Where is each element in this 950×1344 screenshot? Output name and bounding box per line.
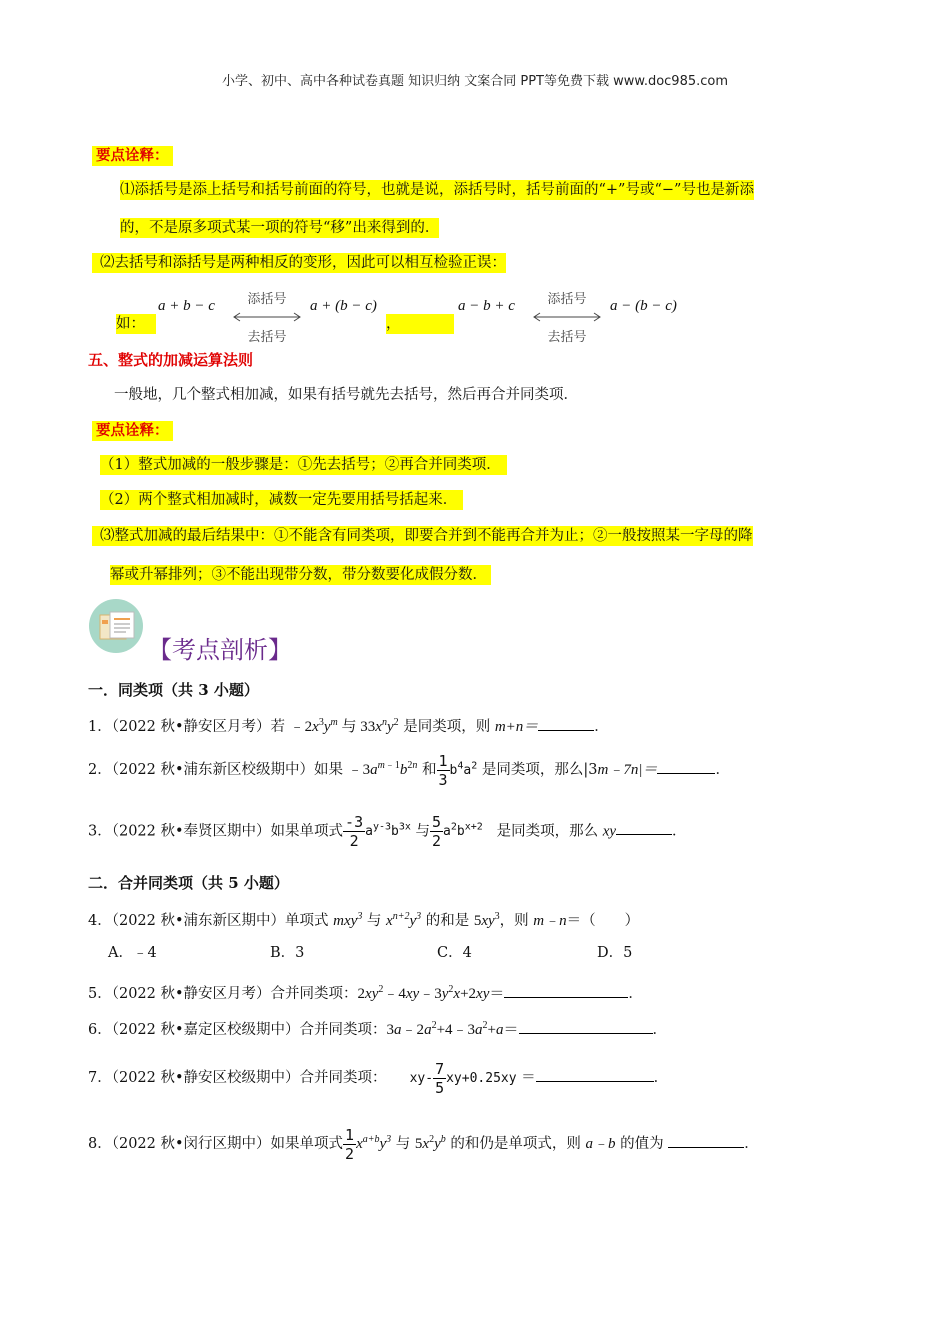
question-1: 1．（2022 秋•静安区月考）若 $﹣2x^3y^m$ 与 $33x^ny^2$ 是同类项，则 m+n＝ ． [88, 717, 609, 735]
page-header: 小学、初中、高中各种试卷真题 知识归纳 文案合同 PPT等免费下载 www.doc985.com [221, 74, 729, 89]
fraction-seven-fifths: $\frac{7}{5}$ [435, 1059, 445, 1097]
answer-blank-7[interactable] [536, 1067, 654, 1082]
right-arrow-group [532, 288, 602, 345]
document-icon [88, 598, 144, 654]
part-2-title: 二．合并同类项（共 5 小题） [88, 874, 289, 892]
option-d[interactable]: D．5 [597, 945, 633, 961]
left-expression: a + b − c [158, 298, 215, 314]
section-5-body: 一般地，几个整式相加减，如果有括号就先去括号，然后再合并同类项． [114, 387, 578, 403]
question-6: 6．（2022 秋•嘉定区校级期中）合并同类项：$3a﹣2a^2+4﹣3a^2+a=$ ． [88, 1020, 668, 1038]
question-5: 5．（2022 秋•静安区月考）合并同类项：$2xy^2﹣4xy﹣3y^2x+2xy=$ ． [88, 984, 643, 1002]
note-title-2: 要点诠释： [92, 421, 173, 441]
remove-bracket-label: 去括号 [547, 330, 587, 345]
add-bracket-label: 添括号 [547, 292, 587, 307]
fraction-one-half: $\frac{1}{2}$ [345, 1125, 355, 1163]
fraction-five-halves: $\frac{5}{2}$ [431, 812, 442, 850]
double-arrow-icon [232, 312, 302, 322]
left-arrow-group [232, 288, 302, 345]
part-1-title: 一．同类项（共 3 小题） [88, 681, 259, 699]
answer-blank-5[interactable] [504, 983, 628, 998]
note-step-1: （1）整式加减的一般步骤是：①先去括号；②再合并同类项． [100, 455, 507, 475]
note-paragraph-2: ⑵去括号和添括号是两种相反的变形，因此可以相互检验正误： [92, 253, 506, 273]
question-3: 3．（2022 秋•奉贤区期中）如果单项式 $\frac{-3}{2}$ $a^{y-3}b^{3x}$ 与 $\frac{5}{2}$ $a^2b^{x+2}$ 是同类项，那么 xy ． [88, 812, 687, 850]
note-paragraph-1b: 的，不是原多项式某一项的符号“移”出来得到的． [120, 220, 440, 236]
right-result: a − (b − c) [610, 298, 677, 314]
right-expression: a − b + c [458, 298, 515, 314]
answer-blank-8[interactable] [668, 1133, 744, 1148]
option-b[interactable]: B．3 [270, 945, 305, 961]
note-step-2: （2）两个整式相加减时，减数一定先要用括号括起来． [100, 490, 463, 510]
fraction-neg-three-halves: $\frac{-3}{2}$ [345, 812, 364, 850]
answer-blank-2[interactable] [657, 759, 715, 774]
answer-blank-6[interactable] [519, 1019, 653, 1034]
option-a[interactable]: A．﹣4 [108, 945, 157, 961]
question-4: 4．（2022 秋•浦东新区期中）单项式 mxy$^3$ 与 $x^{n+2}y^3$ 的和是 $5xy^3$，则 m﹣n＝（ ） [88, 911, 640, 929]
question-7: 7．（2022 秋•静安区校级期中）合并同类项： xy- $\frac{7}{5}$ xy+0.25xy ＝ ． [88, 1059, 669, 1097]
note-paragraph-1a: ⑴添括号是添上括号和括号前面的符号，也就是说，添括号时，括号前面的“+”号或“−”号也是新添 [120, 182, 754, 198]
question-8: 8．（2022 秋•闵行区期中）如果单项式 $\frac{1}{2}$ $x^{a+b}y^3$ 与 $5x^2y^b$ 的和仍是单项式，则 a﹣b 的值为 ． [88, 1125, 759, 1163]
fraction-one-third: $\frac{1}{3}$ [438, 751, 448, 789]
kaodian-title: 【考点剖析】 [148, 636, 292, 664]
example-label: 如： [116, 314, 156, 334]
note-title: 要点诠释： [92, 146, 173, 166]
add-bracket-label: 添括号 [247, 292, 287, 307]
answer-blank-1[interactable] [538, 716, 594, 731]
left-result: a + (b − c) [310, 298, 377, 314]
question-2: 2．（2022 秋•浦东新区校级期中）如果 $﹣3a^{m﹣1}b^{2n}$ 和 $\frac{1}{3}$ $b^4a^2$ 是同类项，那么|3m﹣7n|＝ ． [88, 751, 730, 789]
section-5-title: 五、整式的加减运算法则 [88, 351, 254, 369]
remove-bracket-label: 去括号 [247, 330, 287, 345]
answer-blank-3[interactable] [616, 820, 672, 835]
double-arrow-icon [532, 312, 602, 322]
comma-separator: ， [386, 314, 454, 334]
note-step-3a: ⑶整式加减的最后结果中：①不能含有同类项，即要合并到不能再合并为止；②一般按照某一字母的降 [92, 526, 753, 546]
option-c[interactable]: C．4 [437, 945, 472, 961]
note-step-3b: 幂或升幂排列；③不能出现带分数，带分数要化成假分数． [110, 565, 491, 585]
